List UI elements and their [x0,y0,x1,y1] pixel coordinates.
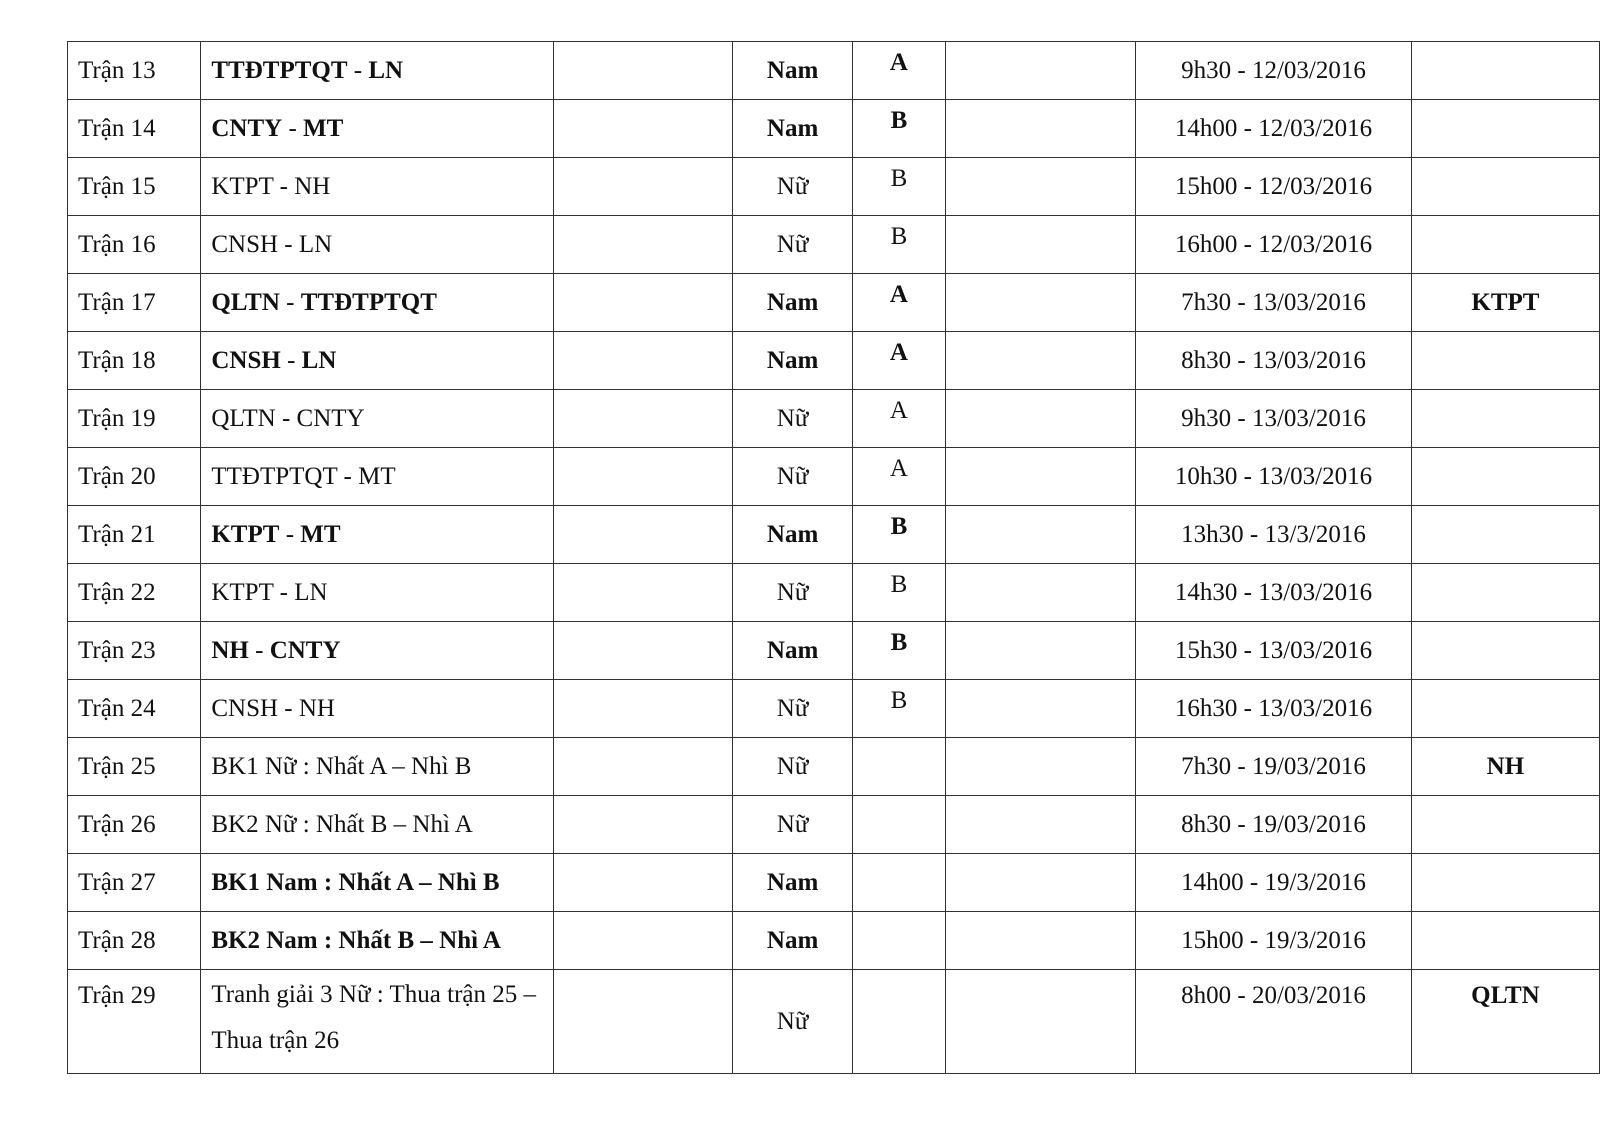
team-home: KTPT [211,579,274,606]
team-away: CNTY [296,405,365,432]
match-teams [201,680,553,738]
gender-cell: Nữ [732,448,852,506]
time-cell: 13h30 - 13/3/2016 [1136,506,1412,564]
organizer-cell [1411,854,1599,912]
gender-cell: Nam [732,622,852,680]
empty-cell [945,912,1136,970]
group-cell: A [853,332,945,390]
table-row [68,680,1600,738]
team-away: NH [298,695,335,722]
organizer-cell [1411,216,1599,274]
organizer-cell [1411,506,1599,564]
organizer-cell [1411,390,1599,448]
empty-cell [553,680,732,738]
team-home: TTĐTPTQT [211,463,338,490]
group-cell [853,912,945,970]
team-home: KTPT [211,173,274,200]
team-home: QLTN [211,289,280,316]
group-cell: B [853,216,945,274]
gender-cell: Nữ [732,738,852,796]
match-teams: BK1 Nữ : Nhất A – Nhì B [201,738,553,796]
match-number: Trận 15 [68,158,201,216]
team-separator: - [273,173,295,200]
organizer-cell [1411,796,1599,854]
empty-cell [945,158,1136,216]
match-teams [201,158,553,216]
empty-cell [945,100,1136,158]
empty-cell [945,796,1136,854]
time-cell: 14h00 - 19/3/2016 [1136,854,1412,912]
group-cell: B [853,100,945,158]
team-separator: - [279,521,301,548]
group-cell: A [853,390,945,448]
match-number: Trận 26 [68,796,201,854]
organizer-cell [1411,912,1599,970]
empty-cell [553,564,732,622]
table-row [68,506,1600,564]
group-cell: B [853,680,945,738]
organizer-cell [1411,680,1599,738]
gender-cell: Nam [732,42,852,100]
team-away: LN [368,57,404,84]
empty-cell [553,912,732,970]
empty-cell [553,622,732,680]
team-separator: - [248,637,270,664]
gender-cell: Nữ [732,158,852,216]
gender-cell: Nữ [732,564,852,622]
group-cell [853,796,945,854]
group-cell [853,854,945,912]
empty-cell [553,854,732,912]
team-separator: - [282,115,304,142]
match-number: Trận 14 [68,100,201,158]
empty-cell [945,274,1136,332]
empty-cell [945,332,1136,390]
time-cell: 7h30 - 13/03/2016 [1136,274,1412,332]
organizer-cell [1411,100,1599,158]
empty-cell [945,970,1136,1074]
organizer-cell: NH [1411,738,1599,796]
table-row [68,158,1600,216]
empty-cell [553,390,732,448]
table-row [68,448,1600,506]
table-row [68,100,1600,158]
team-away: MT [358,463,396,490]
team-separator: - [347,57,369,84]
organizer-cell [1411,564,1599,622]
empty-cell [945,216,1136,274]
empty-cell [945,854,1136,912]
empty-cell [553,216,732,274]
match-teams [201,622,553,680]
organizer-cell [1411,332,1599,390]
table-row [68,854,1600,912]
match-teams [201,216,553,274]
organizer-cell: QLTN [1411,970,1599,1074]
organizer-cell [1411,42,1599,100]
team-separator: - [278,231,299,258]
match-teams: Tranh giải 3 Nữ : Thua trận 25 – Thua trận 26 [201,970,553,1074]
match-number: Trận 16 [68,216,201,274]
team-away: LN [298,231,333,258]
team-away: TTĐTPTQT [300,289,437,316]
match-number: Trận 23 [68,622,201,680]
empty-cell [553,448,732,506]
time-cell: 15h30 - 13/03/2016 [1136,622,1412,680]
gender-cell: Nam [732,506,852,564]
match-number: Trận 28 [68,912,201,970]
empty-cell [945,42,1136,100]
table-row [68,970,1600,1074]
gender-cell: Nữ [732,970,852,1074]
table-row [68,390,1600,448]
gender-cell: Nữ [732,216,852,274]
empty-cell [553,274,732,332]
table-row [68,216,1600,274]
group-cell [853,970,945,1074]
match-teams [201,564,553,622]
match-number: Trận 27 [68,854,201,912]
group-cell: B [853,622,945,680]
gender-cell: Nam [732,274,852,332]
organizer-cell: KTPT [1411,274,1599,332]
gender-cell: Nam [732,854,852,912]
group-cell: A [853,274,945,332]
team-home: CNSH [211,347,281,374]
team-separator: - [337,463,359,490]
team-away: MT [300,521,341,548]
empty-cell [945,738,1136,796]
empty-cell [553,42,732,100]
empty-cell [945,506,1136,564]
time-cell: 10h30 - 13/03/2016 [1136,448,1412,506]
group-cell: B [853,506,945,564]
table-row [68,42,1600,100]
gender-cell: Nữ [732,390,852,448]
time-cell: 9h30 - 12/03/2016 [1136,42,1412,100]
organizer-cell [1411,622,1599,680]
match-teams: BK1 Nam : Nhất A – Nhì B [201,854,553,912]
team-separator: - [275,405,297,432]
empty-cell [553,332,732,390]
gender-cell: Nữ [732,796,852,854]
match-number: Trận 17 [68,274,201,332]
group-cell: A [853,42,945,100]
empty-cell [945,564,1136,622]
match-teams [201,448,553,506]
team-separator: - [279,289,301,316]
team-away: NH [294,173,331,200]
empty-cell [945,680,1136,738]
table-row [68,796,1600,854]
match-teams [201,42,553,100]
time-cell: 8h30 - 13/03/2016 [1136,332,1412,390]
time-cell: 8h00 - 20/03/2016 [1136,970,1412,1074]
group-cell [853,738,945,796]
time-cell: 15h00 - 12/03/2016 [1136,158,1412,216]
match-schedule-table [67,41,1600,1074]
table-row [68,738,1600,796]
group-cell: B [853,158,945,216]
team-away: CNTY [269,637,341,664]
match-teams [201,506,553,564]
empty-cell [553,506,732,564]
empty-cell [553,738,732,796]
match-number: Trận 22 [68,564,201,622]
empty-cell [553,796,732,854]
match-number: Trận 20 [68,448,201,506]
table-row [68,622,1600,680]
table-row [68,912,1600,970]
gender-cell: Nam [732,912,852,970]
match-number: Trận 29 [68,970,201,1074]
match-number: Trận 19 [68,390,201,448]
match-number: Trận 25 [68,738,201,796]
gender-cell: Nam [732,332,852,390]
gender-cell: Nữ [732,680,852,738]
match-teams [201,100,553,158]
table-row [68,274,1600,332]
empty-cell [945,622,1136,680]
gender-cell: Nam [732,100,852,158]
team-separator: - [273,579,295,606]
match-number: Trận 21 [68,506,201,564]
match-teams [201,274,553,332]
time-cell: 16h30 - 13/03/2016 [1136,680,1412,738]
team-home: CNSH [211,695,279,722]
team-home: CNTY [211,115,283,142]
team-separator: - [280,347,302,374]
group-cell: A [853,448,945,506]
time-cell: 8h30 - 19/03/2016 [1136,796,1412,854]
table-row [68,332,1600,390]
time-cell: 16h00 - 12/03/2016 [1136,216,1412,274]
empty-cell [945,390,1136,448]
team-away: MT [303,115,344,142]
team-home: CNSH [211,231,279,258]
group-cell: B [853,564,945,622]
time-cell: 14h00 - 12/03/2016 [1136,100,1412,158]
time-cell: 7h30 - 19/03/2016 [1136,738,1412,796]
empty-cell [553,970,732,1074]
empty-cell [553,100,732,158]
team-home: KTPT [211,521,280,548]
team-home: QLTN [211,405,276,432]
match-number: Trận 24 [68,680,201,738]
time-cell: 15h00 - 19/3/2016 [1136,912,1412,970]
team-home: TTĐTPTQT [211,57,348,84]
match-teams: BK2 Nữ : Nhất B – Nhì A [201,796,553,854]
time-cell: 9h30 - 13/03/2016 [1136,390,1412,448]
match-teams: BK2 Nam : Nhất B – Nhì A [201,912,553,970]
match-number: Trận 13 [68,42,201,100]
team-away: LN [294,579,328,606]
match-teams [201,390,553,448]
empty-cell [553,158,732,216]
organizer-cell [1411,158,1599,216]
team-home: NH [211,637,249,664]
schedule-body [68,42,1600,1074]
match-number: Trận 18 [68,332,201,390]
organizer-cell [1411,448,1599,506]
table-row [68,564,1600,622]
time-cell: 14h30 - 13/03/2016 [1136,564,1412,622]
team-separator: - [278,695,299,722]
empty-cell [945,448,1136,506]
team-away: LN [301,347,337,374]
match-teams [201,332,553,390]
